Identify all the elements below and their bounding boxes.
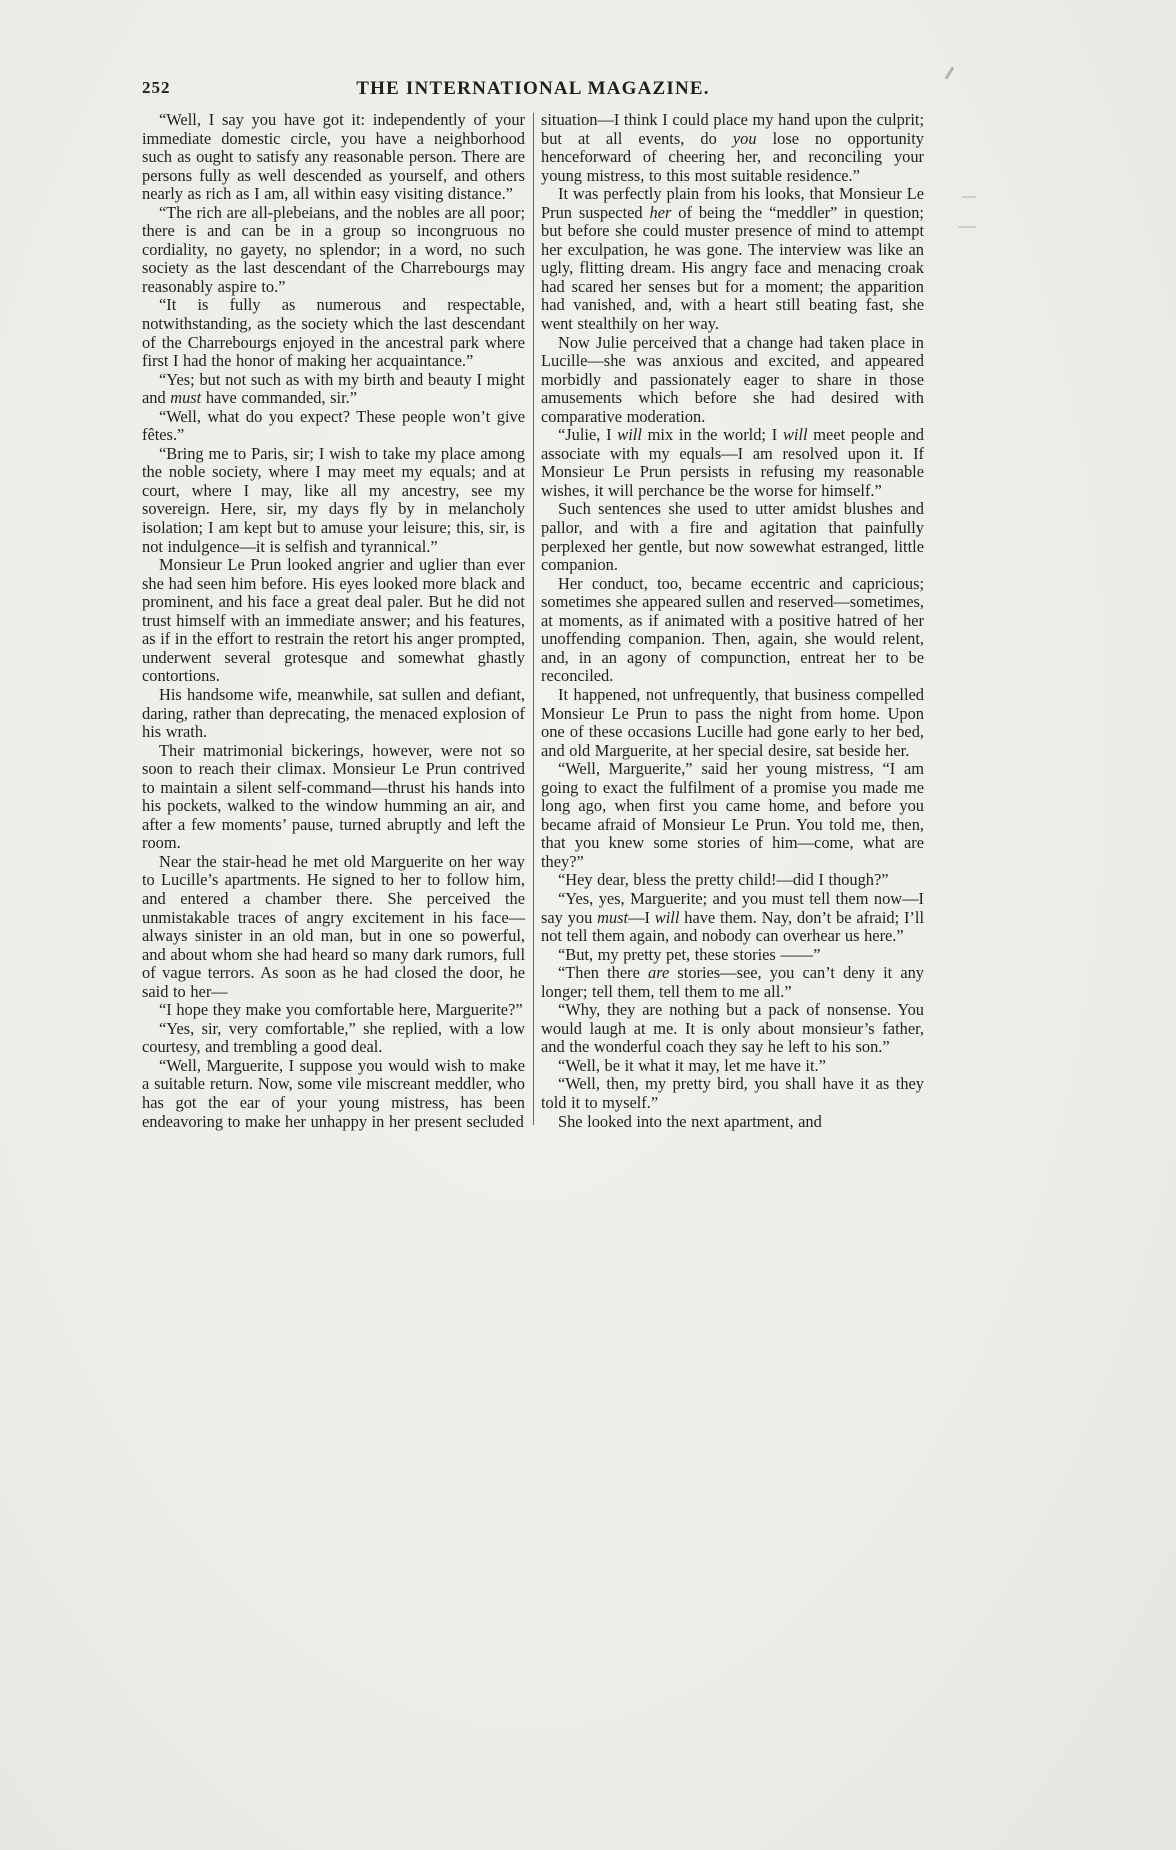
right-column — [541, 111, 924, 1131]
paragraph: situation—I think I could place my hand upon the culprit; but at all events, do you lose no opportunity henceforward of cheering her, and reconciling your young mistress, to this most suitable residence.” — [541, 110, 924, 185]
paragraph: “Bring me to Paris, sir; I wish to take my place among the noble society, where I may meet my equals; and at court, where I may, like all my ancestry, see my sovereign. Here, sir, my days fly by in melancholy isolation; I am kept but to amuse your leisure; this, sir, is not indulgence—it is selfish and tyrannical.” — [142, 443, 525, 556]
paragraph: “But, my pretty pet, these stories ——” — [558, 944, 821, 964]
paragraph: “Well, I say you have got it: independently of your immediate domestic circle, you have a neighborhood such as ought to satisfy any reasonable person. There are persons fully as well descended as yourself, and others nearly as rich as I am, all within easy visiting distance.” — [142, 110, 525, 204]
paragraph: She looked into the next apartment, and — [558, 1111, 822, 1131]
paragraph: “Hey dear, bless the pretty child!—did I though?” — [558, 870, 889, 890]
paragraph: “Why, they are nothing but a pack of nonsense. You would laugh at me. It is only about monsieur’s father, and the wonderful coach they say he left to his son.” — [541, 1000, 924, 1057]
scan-artifact-mark — [962, 196, 976, 198]
paragraph: “Yes; but not such as with my birth and beauty I might and must have commanded, sir.” — [142, 369, 525, 408]
paragraph: “Well, Marguerite, I suppose you would wish to make a suitable return. Now, some vile miscreant meddler, who has got the ear of your young mistress, has been endeavoring to make her unhappy in her present secluded — [142, 1055, 525, 1131]
paragraph: “Julie, I will mix in the world; I will meet people and associate with my equals—I am resolved upon it. If Monsieur Le Prun persists in refusing my reasonable wishes, it will perchance be the worse for himself.” — [541, 425, 925, 500]
paragraph: “I hope they make you comfortable here, Marguerite?” — [159, 1000, 523, 1020]
left-column — [142, 111, 525, 1131]
paragraph: “Then there are stories—see, you can’t deny it any longer; tell them, tell them to me all.” — [541, 963, 924, 1001]
paragraph: “Well, then, my pretty bird, you shall have it as they told it to myself.” — [541, 1074, 924, 1112]
scan-artifact-mark — [958, 226, 976, 228]
paragraph: “Yes, sir, very comfortable,” she replied, with a low courtesy, and trembling a good deal. — [142, 1018, 525, 1057]
scan-artifact-mark — [945, 66, 955, 79]
paragraph: “The rich are all-plebeians, and the nobles are all poor; there is and can be in a group so incongruous no cordiality, no gayety, no splendor; in a word, no such society as the last descendant of the Charrebourgs may reasonably aspire to.” — [142, 202, 525, 296]
paragraph: “Well, Marguerite,” said her young mistress, “I am going to exact the fulfilment of a promise you made me long ago, when first you came home, and before you became afraid of Monsieur Le Prun. You told me, then, that you knew some stories of him—come, what are they?” — [541, 759, 924, 871]
paragraph: His handsome wife, meanwhile, sat sullen and defiant, daring, rather than deprecating, the menaced explosion of his wrath. — [142, 684, 525, 742]
paragraph: Monsieur Le Prun looked angrier and uglier than ever she had seen him before. His eyes looked more black and prominent, and his face a great deal paler. But he did not trust himself with an immediate answer; and his features, as if in the effort to restrain the retort his anger prompted, underwent several grotesque and somewhat ghastly contortions. — [142, 555, 525, 686]
paragraph: “Yes, yes, Marguerite; and you must tell them now—I say you must—I will have them. Nay, don’t be afraid; I’ll not tell them again, and nobody can overhear us here.” — [541, 888, 925, 946]
paragraph: Their matrimonial bickerings, however, were not so soon to reach their climax. Monsieur Le Prun contrived to maintain a silent self-command—thrust his hands into his pockets, walked to the window humming an air, and after a few moments’ pause, turned abruptly and left the room. — [142, 740, 525, 853]
paragraph: Near the stair-head he met old Marguerite on her way to Lucille’s apartments. He signed to her to follow him, and entered a chamber there. She perceived the unmistakable traces of angry excitement in his face—always sinister in an old man, but in one so powerful, and about whom she had heard so many dark rumors, full of vague terrors. As soon as he had closed the door, he said to her— — [142, 851, 525, 1001]
column-divider-rule — [533, 113, 534, 1125]
text-columns — [142, 111, 924, 1131]
paragraph: “It is fully as numerous and respectable, notwithstanding, as the society which the last descendant of the Charrebourgs enjoyed in the ancestral park where first I had the honor of making her acquaintance.” — [142, 295, 525, 371]
page-number: 252 — [142, 78, 171, 97]
page-content — [142, 78, 924, 1131]
paragraph: Such sentences she used to utter amidst blushes and pallor, and with a fire and agitation that painfully perplexed her gentle, but now sowewhat estranged, little companion. — [541, 499, 924, 575]
page-header — [142, 78, 924, 98]
paragraph: It happened, not unfrequently, that business compelled Monsieur Le Prun to pass the night from home. Upon one of these occasions Lucille had gone early to her bed, and old Marguerite, at her special desire, sat beside her. — [541, 684, 924, 760]
paragraph: Her conduct, too, became eccentric and capricious; sometimes she appeared sullen and reserved—sometimes, at moments, as if animated with a positive hatred of her unoffending companion. Then, again, she would relent, and, in an agony of compunction, entreat her to be reconciled. — [541, 573, 925, 686]
paragraph: Now Julie perceived that a change had taken place in Lucille—she was anxious and excited, and appeared morbidly and passionately eager to share in those amusements which before she had desired with comparative moderation. — [541, 332, 924, 426]
magazine-title: THE INTERNATIONAL MAGAZINE. — [356, 78, 710, 99]
paragraph: “Well, what do you expect? These people won’t give fêtes.” — [142, 406, 525, 445]
paragraph: It was perfectly plain from his looks, that Monsieur Le Prun suspected her of being the “meddler” in question; but before she could muster presence of mind to attempt her exculpation, he was gone. The interview was like an ugly, flitting dream. His angry face and menacing croak had scared her senses but for a moment; the apparition had vanished, and, with a heart still beating fast, she went stealthily on her way. — [541, 184, 924, 334]
paragraph: “Well, be it what it may, let me have it.” — [558, 1055, 826, 1075]
